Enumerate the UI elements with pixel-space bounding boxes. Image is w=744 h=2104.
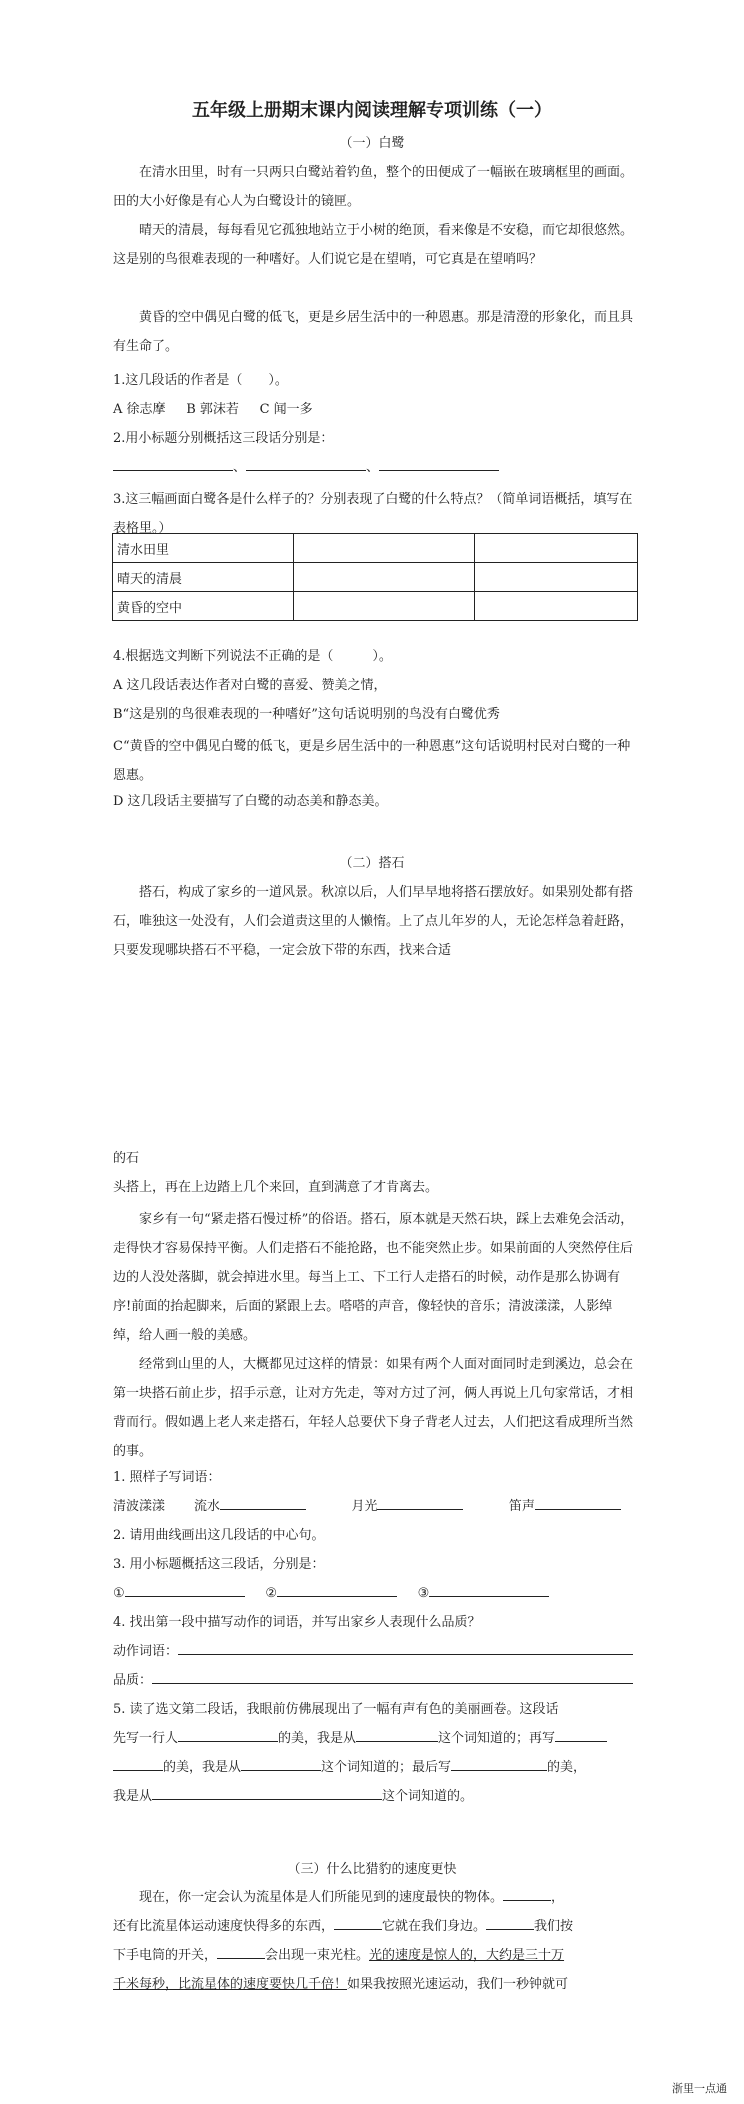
table-cell[interactable] (475, 592, 638, 621)
s1-paragraph-2: 晴天的清晨，每每看见它孤独地站立于小树的绝顶，看来像是不安稳，而它却很悠然。这是别的鸟很难表现的一种嗜好。人们说它是在望哨，可它真是在望哨吗？ (113, 223, 634, 267)
s1-q4-option-d[interactable]: D 这几段话主要描写了白鹭的动态美和静态美。 (113, 794, 388, 809)
answer-blank[interactable] (113, 456, 233, 471)
s2-question-2: 2. 请用曲线画出这几段话的中心句。 (113, 1528, 325, 1543)
s1-paragraph-1: 在清水田里，时有一只两只白鹭站着钓鱼，整个的田便成了一幅嵌在玻璃框里的画面。田的大小好像是有心人为白鹭设计的镜匣。 (113, 165, 634, 209)
s3-line-4: 千米每秒，比流星体的速度要快几千倍！如果我按照光速运动，我们一秒钟就可 (113, 1977, 569, 1992)
s3-line-1: 现在，你一定会认为流星体是人们所能见到的速度最快的物体。 ， (139, 1886, 564, 1905)
section-1-heading: （一）白鹭 (339, 136, 405, 151)
option-b[interactable]: B 郭沫若 (186, 402, 239, 417)
s2-q3-blanks: ① ② ③ (113, 1582, 549, 1601)
table-cell[interactable] (294, 563, 475, 592)
answer-table (112, 533, 638, 621)
s2-paragraph-3: 经常到山里的人，大概都见过这样的情景：如果有两个人面对面同时走到溪边，总会在第一块搭石前止步，招手示意，让对方先走，等对方过了河，俩人再说上几句家常话，才相背而行。假如遇上老人来走搭石，年轻人总要伏下身子背老人过去，人们把这看成理所当然的事。 (113, 1357, 634, 1459)
underlined-sentence: 千米每秒，比流星体的速度要快几千倍！ (113, 1977, 348, 1992)
answer-blank[interactable] (356, 1727, 438, 1742)
answer-blank[interactable] (152, 1669, 633, 1684)
table-row (113, 534, 638, 563)
table-cell[interactable] (294, 592, 475, 621)
s1-q2-blanks: 、 、 (113, 456, 499, 475)
answer-blank[interactable] (113, 1756, 163, 1771)
answer-blank[interactable] (451, 1756, 547, 1771)
section-2-heading: （二）搭石 (339, 856, 405, 871)
s2-q4-line-1: 动作词语： (113, 1640, 633, 1659)
option-c[interactable]: C 闻一多 (259, 402, 313, 417)
answer-blank[interactable] (379, 456, 499, 471)
answer-blank[interactable] (178, 1727, 278, 1742)
s2-q5-line-c: 的美，我是从 这个词知道的；最后写 的美， (113, 1756, 586, 1775)
section-3-heading: （三）什么比猎豹的速度更快 (287, 1862, 457, 1877)
s2-paragraph-1: 搭石，构成了家乡的一道风景。秋凉以后，人们早早地将搭石摆放好。如果别处都有搭石，唯独这一处没有，人们会道责这里的人懒惰。上了点儿年岁的人，无论怎样急着赶路，只要发现哪块搭石不平稳，一定会放下带的东西，找来合适 (113, 885, 634, 958)
answer-blank[interactable] (277, 1582, 397, 1597)
answer-blank[interactable] (241, 1756, 321, 1771)
table-row-label: 黄昏的空中 (113, 592, 294, 621)
answer-blank[interactable] (503, 1886, 551, 1901)
s1-q4-option-b[interactable]: B“这是别的鸟很难表现的一种嗜好”这句话说明别的鸟没有白鹭优秀 (113, 707, 500, 722)
s2-question-3: 3. 用小标题概括这三段话，分别是： (113, 1557, 325, 1572)
table-row (113, 563, 638, 592)
table-row-label: 清水田里 (113, 534, 294, 563)
table-cell[interactable] (294, 534, 475, 563)
s2-q5-line-a: 5. 读了选文第二段话，我眼前仿佛展现出了一幅有声有色的美丽画卷。这段话 (113, 1702, 559, 1717)
s1-question-4: 4.根据选文判断下列说法不正确的是（ ）。 (113, 649, 392, 664)
s1-question-3: 3.这三幅画面白鹭各是什么样子的？分别表现了白鹭的什么特点？（简单词语概括，填写在表格里。） (113, 492, 633, 536)
answer-blank[interactable] (220, 1495, 306, 1510)
s1-q4-option-a[interactable]: A 这几段话表达作者对白鹭的喜爱、赞美之情， (113, 678, 387, 693)
s2-paragraph-1-cont-a: 的石 (113, 1151, 140, 1166)
s2-q5-line-d: 我是从 这个词知道的。 (113, 1785, 473, 1804)
table-cell[interactable] (475, 563, 638, 592)
answer-blank[interactable] (486, 1915, 534, 1930)
page-title: 五年级上册期末课内阅读理解专项训练（一） (192, 100, 552, 121)
answer-blank[interactable] (125, 1582, 245, 1597)
s3-line-2: 还有比流星体运动速度快得多的东西， 它就在我们身边。 我们按 (113, 1915, 573, 1934)
underlined-sentence: 光的速度是惊人的，大约是三十万 (369, 1948, 565, 1963)
s3-line-3: 下手电筒的开关， 会出现一束光柱。光的速度是惊人的，大约是三十万 (113, 1944, 564, 1963)
s1-q1-options (113, 398, 313, 417)
s2-question-4: 4. 找出第一段中描写动作的词语，并写出家乡人表现什么品质？ (113, 1615, 481, 1630)
answer-blank[interactable] (334, 1915, 382, 1930)
table-row-label: 晴天的清晨 (113, 563, 294, 592)
example-word: 清波漾漾 (113, 1499, 166, 1514)
s1-q4-option-c[interactable]: C“黄昏的空中偶见白鹭的低飞，更是乡居生活中的一种恩惠”这句话说明村民对白鹭的一种恩惠。 (113, 739, 631, 783)
s1-question-1: 1.这几段话的作者是（ ）。 (113, 373, 288, 388)
s2-question-1: 1. 照样子写词语： (113, 1470, 221, 1485)
footer-watermark: 浙里一点通 (672, 2082, 727, 2095)
table-row (113, 592, 638, 621)
answer-blank[interactable] (429, 1582, 549, 1597)
s2-q5-line-b: 先写一行人 的美，我是从 这个词知道的；再写 (113, 1727, 607, 1746)
s2-q1-items: 清波漾漾 流水 月光 笛声 (113, 1495, 621, 1514)
answer-blank[interactable] (178, 1640, 633, 1655)
answer-blank[interactable] (535, 1495, 621, 1510)
option-a[interactable]: A 徐志摩 (113, 402, 166, 417)
s1-question-2: 2.用小标题分别概括这三段话分别是： (113, 431, 334, 446)
s2-q4-line-2: 品质： (113, 1669, 633, 1688)
s2-paragraph-2: 家乡有一句“紧走搭石慢过桥”的俗语。搭石，原本就是天然石块，踩上去难免会活动，走得快才容易保持平衡。人们走搭石不能抢路，也不能突然止步。如果前面的人突然停住后边的人没处落脚，就会掉进水里。每当上工、下工行人走搭石的时候，动作是那么协调有序!前面的抬起脚来，后面的紧跟上去。嗒嗒的声音，像轻快的音乐；清波漾漾，人影绰绰，给人画一般的美感。 (113, 1212, 634, 1343)
answer-blank[interactable] (555, 1727, 607, 1742)
answer-blank[interactable] (152, 1785, 382, 1800)
answer-blank[interactable] (377, 1495, 463, 1510)
table-cell[interactable] (475, 534, 638, 563)
s2-paragraph-1-cont-b: 头搭上，再在上边踏上几个来回，直到满意了才肯离去。 (113, 1180, 439, 1195)
answer-blank[interactable] (246, 456, 366, 471)
s1-paragraph-3: 黄昏的空中偶见白鹭的低飞，更是乡居生活中的一种恩惠。那是清澄的形象化，而且具有生命了。 (113, 310, 634, 354)
answer-blank[interactable] (217, 1944, 265, 1959)
